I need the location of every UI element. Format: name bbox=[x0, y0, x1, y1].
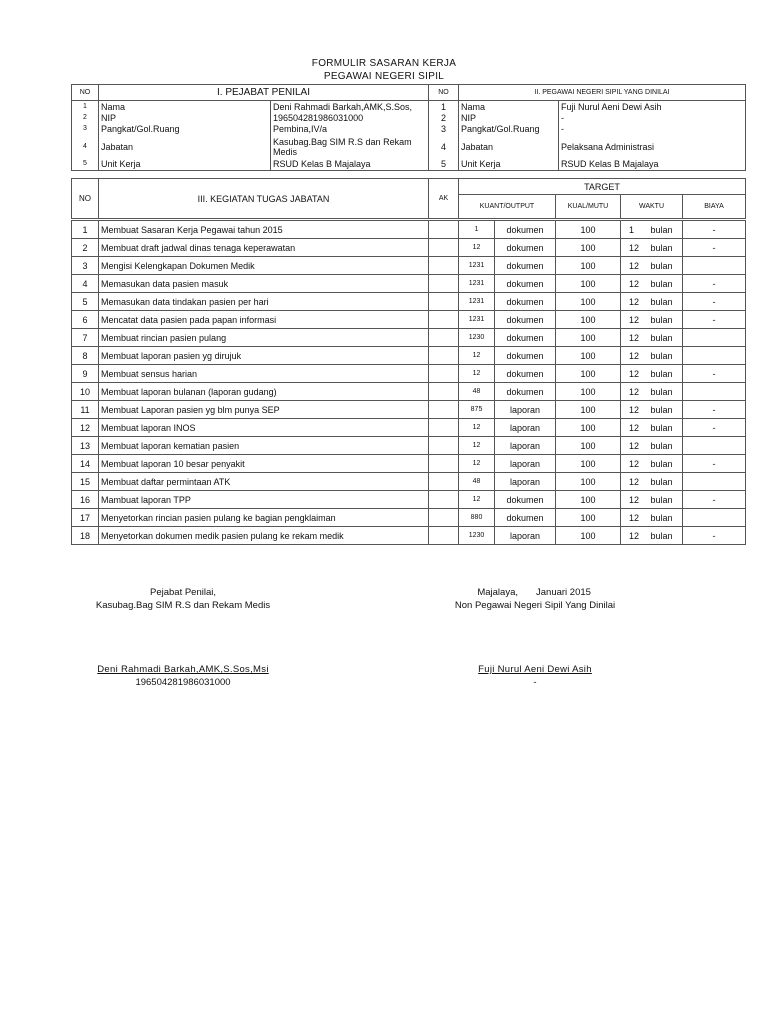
activity-quality: 100 bbox=[556, 275, 621, 293]
activity-no: 15 bbox=[72, 473, 99, 491]
activity-cost: - bbox=[683, 401, 746, 419]
activity-quality: 100 bbox=[556, 491, 621, 509]
activity-ak bbox=[429, 311, 459, 329]
activity-quantity: 1230 bbox=[459, 329, 495, 347]
activity-time: 12 bbox=[621, 473, 645, 491]
activity-time-unit: bulan bbox=[645, 455, 683, 473]
identity-row bbox=[72, 124, 746, 135]
activity-quantity: 1 bbox=[459, 221, 495, 239]
activity-no: 9 bbox=[72, 365, 99, 383]
activity-cost: - bbox=[683, 455, 746, 473]
activity-row bbox=[72, 509, 746, 527]
activity-time-unit: bulan bbox=[645, 293, 683, 311]
section1-no-header: NO bbox=[72, 85, 99, 101]
activity-time-unit: bulan bbox=[645, 239, 683, 257]
activity-ak bbox=[429, 365, 459, 383]
right-role-line2: Non Pegawai Negeri Sipil Yang Dinilai bbox=[454, 600, 616, 611]
activity-no: 11 bbox=[72, 401, 99, 419]
activity-time: 12 bbox=[621, 257, 645, 275]
ak-header: AK bbox=[429, 179, 459, 219]
section2-no-header: NO bbox=[429, 85, 459, 101]
activity-quality: 100 bbox=[556, 455, 621, 473]
identity-label2: Unit Kerja bbox=[459, 159, 559, 171]
right-signer-name-text: Fuji Nurul Aeni Dewi Asih bbox=[478, 664, 592, 675]
activity-ak bbox=[429, 419, 459, 437]
activity-quality: 100 bbox=[556, 365, 621, 383]
activity-no: 16 bbox=[72, 491, 99, 509]
activity-no: 10 bbox=[72, 383, 99, 401]
activity-cost: - bbox=[683, 365, 746, 383]
activity-unit: dokumen bbox=[495, 347, 556, 365]
right-signer-name bbox=[440, 664, 630, 675]
activity-time-unit: bulan bbox=[645, 257, 683, 275]
activity-time-unit: bulan bbox=[645, 383, 683, 401]
activity-row bbox=[72, 239, 746, 257]
identity-value: Deni Rahmadi Barkah,AMK,S.Sos, bbox=[271, 101, 429, 113]
activity-time: 12 bbox=[621, 347, 645, 365]
activity-quantity: 1231 bbox=[459, 257, 495, 275]
activity-row bbox=[72, 491, 746, 509]
identity-no: 2 bbox=[72, 113, 99, 124]
right-date: Januari 2015 bbox=[536, 587, 591, 598]
activity-description: Memasukan data tindakan pasien per hari bbox=[99, 293, 429, 311]
activity-cost bbox=[683, 473, 746, 491]
activity-unit: dokumen bbox=[495, 221, 556, 239]
time-header: WAKTU bbox=[621, 195, 683, 219]
activity-cost bbox=[683, 383, 746, 401]
activity-ak bbox=[429, 221, 459, 239]
activity-description: Mencatat data pasien pada papan informasi bbox=[99, 311, 429, 329]
activity-unit: dokumen bbox=[495, 329, 556, 347]
activity-description: Membuat laporan 10 besar penyakit bbox=[99, 455, 429, 473]
activity-cost: - bbox=[683, 221, 746, 239]
activity-description: Mengisi Kelengkapan Dokumen Medik bbox=[99, 257, 429, 275]
activity-quantity: 12 bbox=[459, 455, 495, 473]
activity-cost: - bbox=[683, 311, 746, 329]
left-signer-nip: 196504281986031000 bbox=[135, 677, 231, 688]
form-subtitle: PEGAWAI NEGERI SIPIL bbox=[323, 71, 445, 82]
identity-label2: Jabatan bbox=[459, 135, 559, 159]
output-header: KUANT/OUTPUT bbox=[459, 195, 556, 219]
identity-no2: 1 bbox=[429, 101, 459, 113]
identity-no: 3 bbox=[72, 124, 99, 135]
activity-ak bbox=[429, 437, 459, 455]
activity-quality: 100 bbox=[556, 383, 621, 401]
activity-row bbox=[72, 311, 746, 329]
activity-cost: - bbox=[683, 491, 746, 509]
activity-quality: 100 bbox=[556, 347, 621, 365]
identity-no2: 4 bbox=[429, 135, 459, 159]
activity-ak bbox=[429, 257, 459, 275]
activities-heading: III. KEGIATAN TUGAS JABATAN bbox=[99, 179, 429, 219]
activity-description: Membuat laporan bulanan (laporan gudang) bbox=[99, 383, 429, 401]
left-role-line1: Pejabat Penilai, bbox=[149, 587, 217, 598]
activity-time: 12 bbox=[621, 311, 645, 329]
activities-table bbox=[71, 220, 746, 545]
activity-unit: dokumen bbox=[495, 365, 556, 383]
activity-quality: 100 bbox=[556, 419, 621, 437]
identity-value2: Fuji Nurul Aeni Dewi Asih bbox=[559, 101, 746, 113]
identity-label2: Nama bbox=[459, 101, 559, 113]
identity-no: 1 bbox=[72, 101, 99, 113]
activity-quality: 100 bbox=[556, 437, 621, 455]
activity-quantity: 12 bbox=[459, 239, 495, 257]
identity-row bbox=[72, 113, 746, 124]
activity-description: Membuat sensus harian bbox=[99, 365, 429, 383]
activity-quantity: 48 bbox=[459, 383, 495, 401]
left-signer-name-text: Deni Rahmadi Barkah,AMK,S.Sos,Msi bbox=[97, 664, 269, 675]
section2-heading: II. PEGAWAI NEGERI SIPIL YANG DINILAI bbox=[459, 85, 746, 101]
activity-ak bbox=[429, 509, 459, 527]
activity-row bbox=[72, 329, 746, 347]
identity-value2: - bbox=[559, 113, 746, 124]
activity-time: 12 bbox=[621, 365, 645, 383]
activity-cost: - bbox=[683, 293, 746, 311]
activity-no: 2 bbox=[72, 239, 99, 257]
identity-value: 196504281986031000 bbox=[271, 113, 429, 124]
activity-quantity: 1231 bbox=[459, 311, 495, 329]
activity-ak bbox=[429, 275, 459, 293]
activity-time: 12 bbox=[621, 329, 645, 347]
activity-quantity: 12 bbox=[459, 347, 495, 365]
activity-quality: 100 bbox=[556, 311, 621, 329]
activity-ak bbox=[429, 401, 459, 419]
activity-description: Membuat daftar permintaan ATK bbox=[99, 473, 429, 491]
activity-description: Menyetorkan rincian pasien pulang ke bagian pengklaiman bbox=[99, 509, 429, 527]
identity-value: Kasubag.Bag SIM R.S dan Rekam Medis bbox=[271, 135, 429, 159]
activity-no: 7 bbox=[72, 329, 99, 347]
activity-time-unit: bulan bbox=[645, 509, 683, 527]
activity-quantity: 12 bbox=[459, 437, 495, 455]
activity-cost bbox=[683, 509, 746, 527]
activity-no: 17 bbox=[72, 509, 99, 527]
activity-time: 12 bbox=[621, 275, 645, 293]
activity-quality: 100 bbox=[556, 293, 621, 311]
activity-quantity: 48 bbox=[459, 473, 495, 491]
activity-unit: dokumen bbox=[495, 275, 556, 293]
cost-header: BIAYA bbox=[683, 195, 746, 219]
activity-time: 12 bbox=[621, 509, 645, 527]
activity-time: 12 bbox=[621, 293, 645, 311]
identity-value2: - bbox=[559, 124, 746, 135]
activity-time: 12 bbox=[621, 401, 645, 419]
activity-description: Mambuat laporan TPP bbox=[99, 491, 429, 509]
activity-quantity: 12 bbox=[459, 365, 495, 383]
activity-description: Membuat laporan pasien yg dirujuk bbox=[99, 347, 429, 365]
activity-row bbox=[72, 365, 746, 383]
activity-ak bbox=[429, 383, 459, 401]
activity-no: 8 bbox=[72, 347, 99, 365]
activity-no: 12 bbox=[72, 419, 99, 437]
activity-ak bbox=[429, 473, 459, 491]
identity-value2: Pelaksana Administrasi bbox=[559, 135, 746, 159]
activity-no: 5 bbox=[72, 293, 99, 311]
identity-table bbox=[71, 100, 746, 171]
activity-quantity: 12 bbox=[459, 419, 495, 437]
activity-time-unit: bulan bbox=[645, 311, 683, 329]
activity-row bbox=[72, 455, 746, 473]
activity-time-unit: bulan bbox=[645, 527, 683, 545]
identity-row bbox=[72, 101, 746, 113]
activity-time-unit: bulan bbox=[645, 437, 683, 455]
activity-quality: 100 bbox=[556, 221, 621, 239]
activity-row bbox=[72, 383, 746, 401]
identity-label: Unit Kerja bbox=[99, 159, 271, 171]
activity-time-unit: bulan bbox=[645, 491, 683, 509]
activity-cost: - bbox=[683, 419, 746, 437]
activity-no: 18 bbox=[72, 527, 99, 545]
activity-description: Membuat Laporan pasien yg blm punya SEP bbox=[99, 401, 429, 419]
activity-description: Membuat draft jadwal dinas tenaga keperawatan bbox=[99, 239, 429, 257]
activity-no: 14 bbox=[72, 455, 99, 473]
activity-quantity: 880 bbox=[459, 509, 495, 527]
activity-time-unit: bulan bbox=[645, 419, 683, 437]
identity-no2: 5 bbox=[429, 159, 459, 171]
activity-description: Memasukan data pasien masuk bbox=[99, 275, 429, 293]
activity-time-unit: bulan bbox=[645, 221, 683, 239]
activity-quality: 100 bbox=[556, 239, 621, 257]
activities-header-table bbox=[71, 178, 746, 219]
identity-label2: NIP bbox=[459, 113, 559, 124]
activity-row bbox=[72, 419, 746, 437]
activity-quantity: 1231 bbox=[459, 275, 495, 293]
activity-description: Membuat laporan INOS bbox=[99, 419, 429, 437]
activity-time: 12 bbox=[621, 527, 645, 545]
activity-cost: - bbox=[683, 527, 746, 545]
activity-time: 1 bbox=[621, 221, 645, 239]
activity-quality: 100 bbox=[556, 473, 621, 491]
activity-no: 3 bbox=[72, 257, 99, 275]
activity-quality: 100 bbox=[556, 329, 621, 347]
activity-cost bbox=[683, 329, 746, 347]
activity-unit: dokumen bbox=[495, 257, 556, 275]
activity-no: 13 bbox=[72, 437, 99, 455]
activity-ak bbox=[429, 347, 459, 365]
activity-ak bbox=[429, 239, 459, 257]
target-header: TARGET bbox=[459, 179, 746, 195]
right-signer-nip: - bbox=[533, 677, 537, 688]
activity-ak bbox=[429, 491, 459, 509]
activity-unit: dokumen bbox=[495, 293, 556, 311]
activity-time: 12 bbox=[621, 419, 645, 437]
activity-description: Membuat rincian pasien pulang bbox=[99, 329, 429, 347]
left-signer-name bbox=[78, 664, 288, 675]
activity-unit: laporan bbox=[495, 437, 556, 455]
activity-time-unit: bulan bbox=[645, 275, 683, 293]
activity-cost bbox=[683, 437, 746, 455]
identity-label: Jabatan bbox=[99, 135, 271, 159]
activity-description: Membuat laporan kematian pasien bbox=[99, 437, 429, 455]
identity-row bbox=[72, 135, 746, 159]
activity-unit: dokumen bbox=[495, 509, 556, 527]
identity-label: Nama bbox=[99, 101, 271, 113]
activity-no: 1 bbox=[72, 221, 99, 239]
activity-quantity: 12 bbox=[459, 491, 495, 509]
activity-unit: laporan bbox=[495, 419, 556, 437]
activity-quantity: 1231 bbox=[459, 293, 495, 311]
activity-unit: dokumen bbox=[495, 311, 556, 329]
activity-description: Menyetorkan dokumen medik pasien pulang ke rekam medik bbox=[99, 527, 429, 545]
identity-value2: RSUD Kelas B Majalaya bbox=[559, 159, 746, 171]
identity-no: 5 bbox=[72, 159, 99, 171]
activity-cost bbox=[683, 257, 746, 275]
activity-ak bbox=[429, 527, 459, 545]
activity-unit: dokumen bbox=[495, 491, 556, 509]
activity-time: 12 bbox=[621, 437, 645, 455]
activity-time: 12 bbox=[621, 239, 645, 257]
activity-row bbox=[72, 437, 746, 455]
identity-no: 4 bbox=[72, 135, 99, 159]
identity-value: RSUD Kelas B Majalaya bbox=[271, 159, 429, 171]
identity-row bbox=[72, 159, 746, 171]
activity-row bbox=[72, 221, 746, 239]
activity-no: 4 bbox=[72, 275, 99, 293]
identity-label2: Pangkat/Gol.Ruang bbox=[459, 124, 559, 135]
identity-label: Pangkat/Gol.Ruang bbox=[99, 124, 271, 135]
activity-row bbox=[72, 257, 746, 275]
activity-time-unit: bulan bbox=[645, 329, 683, 347]
activity-time: 12 bbox=[621, 383, 645, 401]
form-title: FORMULIR SASARAN KERJA bbox=[311, 58, 457, 69]
identity-no2: 2 bbox=[429, 113, 459, 124]
activity-time-unit: bulan bbox=[645, 401, 683, 419]
activity-quality: 100 bbox=[556, 257, 621, 275]
right-place: Majalaya, bbox=[477, 587, 518, 598]
activity-time-unit: bulan bbox=[645, 365, 683, 383]
activity-row bbox=[72, 401, 746, 419]
activity-ak bbox=[429, 455, 459, 473]
activity-time: 12 bbox=[621, 455, 645, 473]
activity-unit: dokumen bbox=[495, 239, 556, 257]
activity-time: 12 bbox=[621, 491, 645, 509]
section-header-table bbox=[71, 84, 746, 101]
activity-ak bbox=[429, 329, 459, 347]
activity-row bbox=[72, 347, 746, 365]
activity-cost: - bbox=[683, 239, 746, 257]
activity-description: Membuat Sasaran Kerja Pegawai tahun 2015 bbox=[99, 221, 429, 239]
identity-label: NIP bbox=[99, 113, 271, 124]
activity-cost: - bbox=[683, 275, 746, 293]
activity-time-unit: bulan bbox=[645, 347, 683, 365]
activity-unit: laporan bbox=[495, 473, 556, 491]
activity-quantity: 1230 bbox=[459, 527, 495, 545]
activity-unit: dokumen bbox=[495, 383, 556, 401]
activity-unit: laporan bbox=[495, 401, 556, 419]
activity-quality: 100 bbox=[556, 509, 621, 527]
activities-no-header: NO bbox=[72, 179, 99, 219]
activity-cost bbox=[683, 347, 746, 365]
activity-row bbox=[72, 293, 746, 311]
left-role-line2: Kasubag.Bag SIM R.S dan Rekam Medis bbox=[95, 600, 271, 611]
activity-quality: 100 bbox=[556, 527, 621, 545]
activity-row bbox=[72, 473, 746, 491]
activity-time-unit: bulan bbox=[645, 473, 683, 491]
activity-unit: laporan bbox=[495, 455, 556, 473]
section1-heading: I. PEJABAT PENILAI bbox=[99, 85, 429, 101]
activity-no: 6 bbox=[72, 311, 99, 329]
identity-no2: 3 bbox=[429, 124, 459, 135]
activity-quantity: 875 bbox=[459, 401, 495, 419]
activity-ak bbox=[429, 293, 459, 311]
activity-unit: laporan bbox=[495, 527, 556, 545]
activity-row bbox=[72, 275, 746, 293]
identity-value: Pembina,IV/a bbox=[271, 124, 429, 135]
activity-quality: 100 bbox=[556, 401, 621, 419]
activity-row bbox=[72, 527, 746, 545]
quality-header: KUAL/MUTU bbox=[556, 195, 621, 219]
